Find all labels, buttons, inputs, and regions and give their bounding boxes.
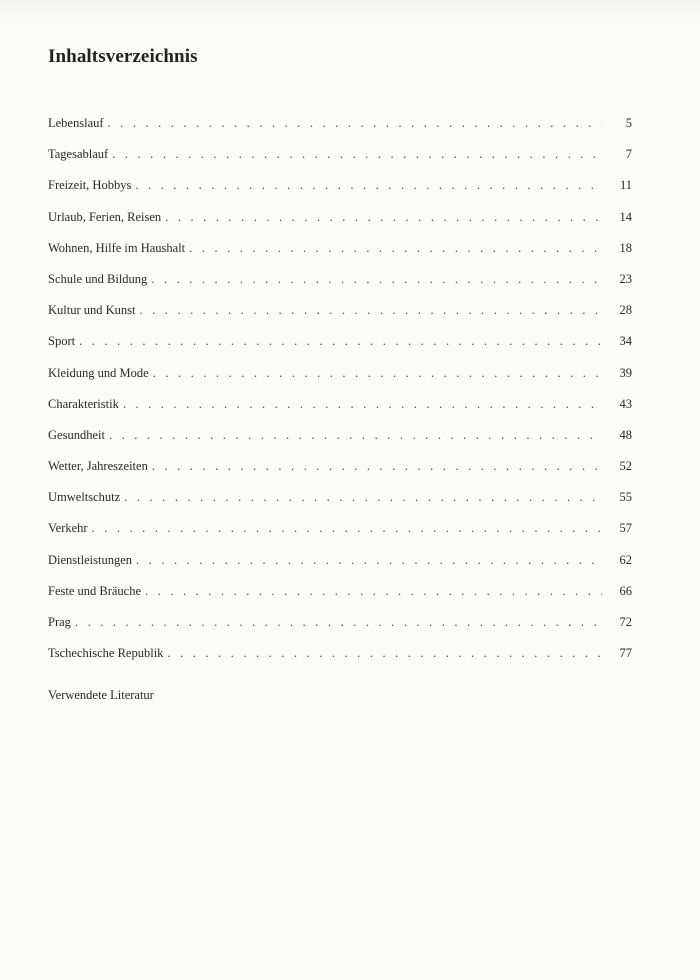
toc-entry-page-number: 7 bbox=[625, 147, 632, 162]
toc-entry-label: Schule und Bildung bbox=[48, 271, 148, 286]
dot-leader bbox=[153, 358, 602, 389]
toc-entry-label: Tschechische Republik bbox=[48, 646, 164, 661]
toc-entry-page-number: 72 bbox=[619, 615, 632, 629]
toc-entry-label: Kleidung und Mode bbox=[48, 365, 149, 380]
toc-entry-page-number: 52 bbox=[619, 459, 632, 474]
toc-entry bbox=[48, 139, 632, 170]
toc-entry-label: Gesundheit bbox=[48, 427, 105, 442]
toc-entry-label: Tagesablauf bbox=[48, 147, 109, 162]
toc-entry-page-number: 34 bbox=[619, 334, 632, 349]
toc-entry-page-number: 23 bbox=[619, 271, 632, 286]
dot-leader bbox=[167, 638, 602, 669]
toc-entry bbox=[48, 420, 632, 451]
toc-entry bbox=[48, 607, 632, 638]
toc-entry-label: Freizeit, Hobbys bbox=[48, 178, 132, 193]
toc-entry-label: Kultur und Kunst bbox=[48, 303, 136, 318]
dot-leader bbox=[75, 607, 602, 638]
scan-edge-shadow bbox=[0, 0, 700, 22]
toc-entry bbox=[48, 326, 632, 357]
toc-entry bbox=[48, 170, 632, 201]
dot-leader bbox=[92, 513, 602, 544]
toc-entry-page-number: 55 bbox=[619, 490, 632, 505]
dot-leader bbox=[165, 202, 602, 233]
toc-entry-page-number: 77 bbox=[619, 646, 632, 661]
toc-entry-literature: Verwendete Literatur bbox=[48, 688, 154, 702]
toc-entry bbox=[48, 389, 632, 420]
toc-entry bbox=[48, 576, 632, 607]
toc-entry bbox=[48, 233, 632, 264]
dot-leader bbox=[189, 233, 602, 264]
toc-entry-label: Wetter, Jahreszeiten bbox=[48, 459, 148, 474]
page-title: Inhaltsverzeichnis bbox=[48, 46, 198, 67]
toc-entry bbox=[48, 638, 632, 669]
toc-entry-page-number: 11 bbox=[619, 178, 632, 193]
toc-entry-page-number: 39 bbox=[619, 365, 632, 380]
dot-leader bbox=[108, 108, 602, 139]
dot-leader bbox=[124, 482, 602, 513]
dot-leader bbox=[79, 326, 602, 357]
dot-leader bbox=[152, 451, 602, 482]
toc-entry-label: Dienstleistungen bbox=[48, 552, 133, 567]
toc-entry-label: Feste und Bräuche bbox=[48, 583, 142, 598]
toc-entry-label: Lebenslauf bbox=[48, 116, 104, 130]
toc-entry-label: Wohnen, Hilfe im Haushalt bbox=[48, 240, 186, 255]
toc-entry-page-number: 28 bbox=[619, 303, 632, 318]
toc-entry bbox=[48, 482, 632, 513]
dot-leader bbox=[145, 576, 602, 607]
toc-entry-page-number: 48 bbox=[619, 427, 632, 442]
dot-leader bbox=[135, 170, 602, 201]
dot-leader bbox=[109, 420, 602, 451]
toc-entry-label: Umweltschutz bbox=[48, 490, 121, 505]
toc-entry-label: Urlaub, Ferien, Reisen bbox=[48, 209, 162, 224]
toc-entry-label: Verkehr bbox=[48, 521, 88, 536]
toc-entry-page-number: 18 bbox=[619, 240, 632, 255]
toc-entry-page-number: 14 bbox=[619, 209, 632, 224]
toc-entry-label: Sport bbox=[48, 334, 76, 349]
toc-entry-page-number: 66 bbox=[619, 583, 632, 598]
toc-entry-page-number: 5 bbox=[625, 116, 632, 130]
toc-entry bbox=[48, 202, 632, 233]
toc-entry-page-number: 43 bbox=[619, 396, 632, 411]
toc-entry-label: Charakteristik bbox=[48, 396, 119, 411]
toc-entry bbox=[48, 295, 632, 326]
toc-entry bbox=[48, 108, 632, 139]
toc-entry bbox=[48, 545, 632, 576]
toc-entry-page-number: 62 bbox=[619, 552, 632, 567]
toc-entry bbox=[48, 358, 632, 389]
toc-entry bbox=[48, 264, 632, 295]
toc-entry-page-number: 57 bbox=[619, 521, 632, 536]
dot-leader bbox=[123, 389, 602, 420]
dot-leader bbox=[112, 139, 602, 170]
toc-entry bbox=[48, 451, 632, 482]
toc-entry-label: Prag bbox=[48, 615, 71, 629]
table-of-contents bbox=[48, 108, 632, 669]
dot-leader bbox=[151, 264, 602, 295]
dot-leader bbox=[136, 545, 602, 576]
toc-entry bbox=[48, 513, 632, 544]
dot-leader bbox=[140, 295, 603, 326]
